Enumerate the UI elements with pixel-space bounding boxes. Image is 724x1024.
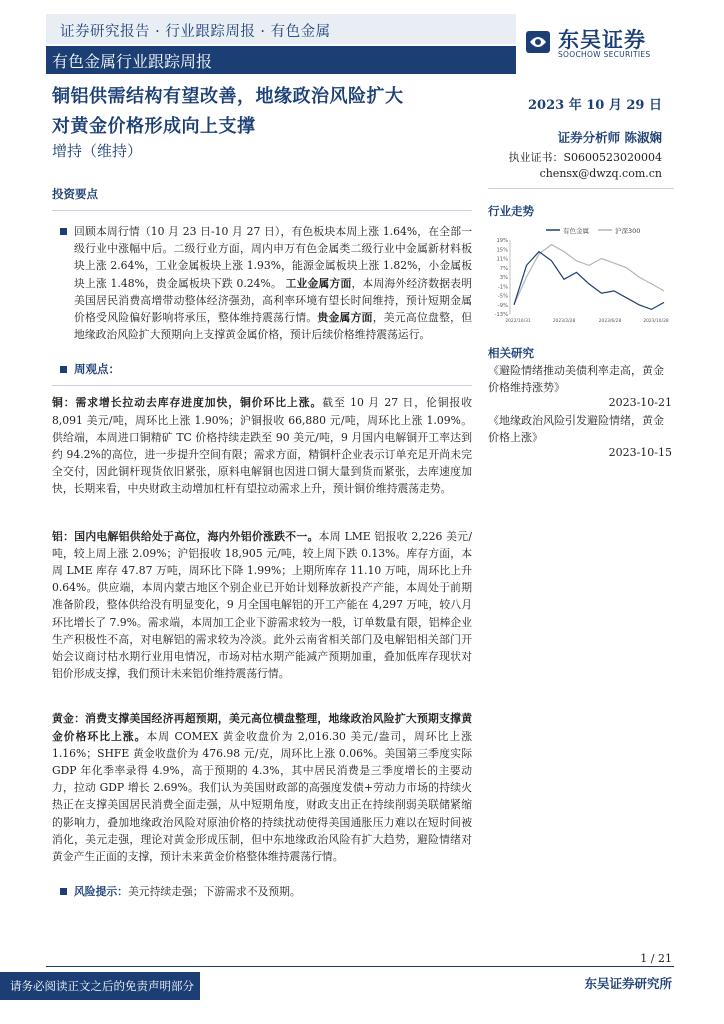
investment-summary — [52, 223, 472, 343]
gold-lead: 黄金：消费支撑美国经济再超预期，美元高位横盘整理，地缘政治风险扩大预期支撑黄金价格环比上涨。 — [52, 712, 472, 743]
y-tick-label: 7% — [499, 265, 508, 272]
trend-heading: 行业走势 — [488, 204, 534, 218]
analyst-email[interactable]: chensx@dwzq.com.cn — [539, 167, 662, 180]
y-tick-label: 15% — [496, 247, 508, 254]
summary-text: 回顾本周行情（10 月 23 日-10 月 27 日），有色板块本周上涨 1.64%，在全部一级行业中涨幅中后。二级行业方面，周内申万有色金属类二级行业中金属新材料板块上涨 2.64%，工业金属板块上涨 1.93%，能源金属板块上涨 1.82%，小金属板块上涨 1.48%，贵金属板块下跌 0.24%。 — [74, 225, 472, 290]
page-title — [52, 82, 492, 142]
footer-org: 东吴证券研究所 — [584, 976, 672, 991]
investment-heading: 投资要点 — [52, 187, 98, 201]
summary-paragraph — [74, 223, 472, 343]
copper-paragraph — [52, 394, 472, 497]
license-number: 执业证书：S0600523020004 — [508, 151, 662, 164]
risk-row — [52, 883, 472, 900]
y-tick-label: 19% — [496, 238, 508, 244]
related-item-1[interactable]: 《避险情绪推动美债利率走高，黄金价格维持涨势》 — [488, 364, 664, 394]
breadcrumb: 证券研究报告 · 行业跟踪周报 · 有色金属 — [60, 24, 331, 40]
related-date-1: 2023-10-21 — [608, 396, 672, 409]
report-type: 有色金属行业跟踪周报 — [52, 52, 213, 71]
bullet-square-icon — [60, 228, 67, 235]
gold-text: 本周 COMEX 黄金收盘价为 2,016.30 美元/盎司，周环比上涨 1.16%；SHFE 黄金收盘价为 476.98 元/克，周环比上涨 0.06%。美国第三季度实际 GDP 年化季率录得 4.9%，高于预期的 4.3%，其中居民消费是三季度增长的主要动力，拉动 GDP 增长 2.69%。我们认为美国财政部的高强度发债+劳动力市场的持续火热正在支撑美国居民消费全面走强，从中短期角度，财政支出正在持续削弱美联储紧缩的影响力，叠加地缘政治风险对原油价格的持续扰动使得美国通胀压力难以在短时间被消化，美元走强，理论对黄金形成压制，但中东地缘政治风险有扩大趋势，避险情绪对黄金产生正面的支撑，预计未来黄金价格整体维持震荡行情。 — [52, 729, 472, 864]
breadcrumb-bar — [46, 14, 516, 44]
related-date-2: 2023-10-15 — [608, 446, 672, 459]
industry-trend-chart — [488, 222, 674, 326]
related-item-2[interactable]: 《地缘政治风险引发避险情绪，黄金价格上涨》 — [488, 414, 664, 444]
gold-paragraph — [52, 710, 472, 865]
aluminum-paragraph — [52, 528, 472, 683]
divider — [52, 210, 472, 211]
y-tick-label: 3% — [499, 275, 508, 281]
industrial-metals-text: ，本周海外经济数据表明美国居民消费高增带动整体经济强劲，高利率环境有望长时间维持，预计短期金属价格受风险偏好影响将承压，整体维持震荡行情。 — [74, 276, 473, 325]
industrial-metals-lead: 工业金属方面 — [285, 276, 352, 290]
copper-lead: 铜：需求增长拉动去库存进度加快，铜价环比上涨。 — [52, 396, 323, 410]
bullet-square-icon — [60, 366, 67, 373]
x-tick-label: 2023/6/28 — [598, 319, 622, 324]
y-tick-label: -13% — [494, 312, 508, 318]
sidebar — [488, 182, 674, 219]
disclaimer-band — [0, 972, 200, 1000]
legend-metals: 有色金属 — [563, 227, 589, 235]
page-number: 1 / 21 — [640, 952, 672, 965]
headline-line-2: 对黄金价格形成向上支撑 — [52, 116, 256, 137]
aluminum-lead: 铝：国内电解铝供给处于高位，海内外铝价涨跌不一。 — [52, 529, 319, 543]
company-logo — [524, 26, 674, 62]
disclaimer-text: 请务必阅读正文之后的免责声明部分 — [10, 979, 194, 993]
risk-paragraph — [74, 883, 472, 900]
rating: 增持（维持） — [52, 142, 143, 160]
y-tick-label: -5% — [497, 293, 508, 300]
related-heading: 相关研究 — [488, 346, 534, 360]
report-type-band — [46, 46, 516, 74]
risk-label: 风险提示： — [74, 885, 128, 899]
report-date: 2023 年 10 月 29 日 — [528, 98, 662, 113]
aluminum-text: 本周 LME 铝报收 2,226 美元/吨，较上周上涨 2.09%；沪铝报收 18,905 元/吨，较上周下跌 0.13%。库存方面，本周 LME 库存 47.87 万吨，周环比下降 1.99%；上期所库存 11.10 万吨，周环比上升 0.64%。供应端，本周内蒙古地区个别企业已开始计划释放新投产产能，本周处于前期准备阶段，整体供给没有明显变化，9 月全国电解铝的开工产能在 4,297 万吨，较八月环比增长了 7.9%。需求端，本周加工企业下游需求较为一般，订单数量有限，铝棒企业生产积极性不高，对电解铝的需求较为冷淡。此外云南省相关部门及电解铝相关部门开始会议商讨枯水期行业用电情况，市场对枯水期产能减产预期加重，叠加低库存现状对铝价形成支撑，我们预计未来铝价维持震荡行情。 — [52, 529, 472, 681]
y-tick-label: -1% — [497, 284, 508, 291]
footer-divider — [46, 966, 674, 967]
headline-line-1: 铜铝供需结构有望改善，地缘政治风险扩大 — [52, 86, 404, 107]
soochow-logo-icon — [524, 28, 552, 56]
views-heading: 周观点： — [74, 362, 120, 377]
bullet-square-icon — [60, 888, 67, 895]
x-tick-label: 2022/10/31 — [505, 319, 531, 324]
precious-metals-lead: 贵金属方面 — [317, 311, 373, 325]
logo-subtext: SOOCHOW SECURITIES — [558, 50, 651, 59]
chart-series — [514, 245, 664, 310]
divider — [52, 385, 472, 386]
precious-metals-text: ，美元高位盘整，但地缘政治风险扩大预期向上支撑黄金属价格，预计后续价格维持震荡运行。 — [74, 311, 473, 342]
series-line-metals — [514, 252, 664, 310]
risk-text: 美元持续走强；下游需求不及预期。 — [127, 885, 301, 899]
y-tick-label: -9% — [497, 302, 508, 309]
views-heading-row — [52, 361, 472, 377]
y-tick-label: 11% — [496, 256, 508, 263]
x-tick-label: 2023/10/28 — [643, 319, 669, 324]
divider — [488, 188, 674, 189]
y-axis — [495, 238, 510, 318]
main-content — [52, 182, 472, 901]
x-tick-label: 2023/2/28 — [552, 319, 576, 324]
x-axis — [505, 318, 669, 324]
copper-text: 截至 10 月 27 日，伦铜报收 8,091 美元/吨，周环比上涨 1.90%；沪铜报收 66,880 元/吨，周环比上涨 1.09%。供给端，本周进口铜精矿 TC 价格持续走跌至 90 美元/吨，9 月国内电解铜开工率达到约 94.2%的高位，进一步提升空间有限；需求方面，精铜杆企业表示订单充足开尚未完全交付，因此铜杆现货依旧紧张，原料电解铜也因进口铜大量到货而紧张，去库速度加快，长期来看，中央财政主动增加杠杆有望拉动需求上升，预计铜价维持震荡走势。 — [52, 396, 472, 496]
logo-text: 东吴证券 — [558, 28, 646, 52]
analyst: 证券分析师 陈淑娴 — [557, 130, 662, 145]
legend-csi300: 沪深300 — [615, 227, 641, 235]
